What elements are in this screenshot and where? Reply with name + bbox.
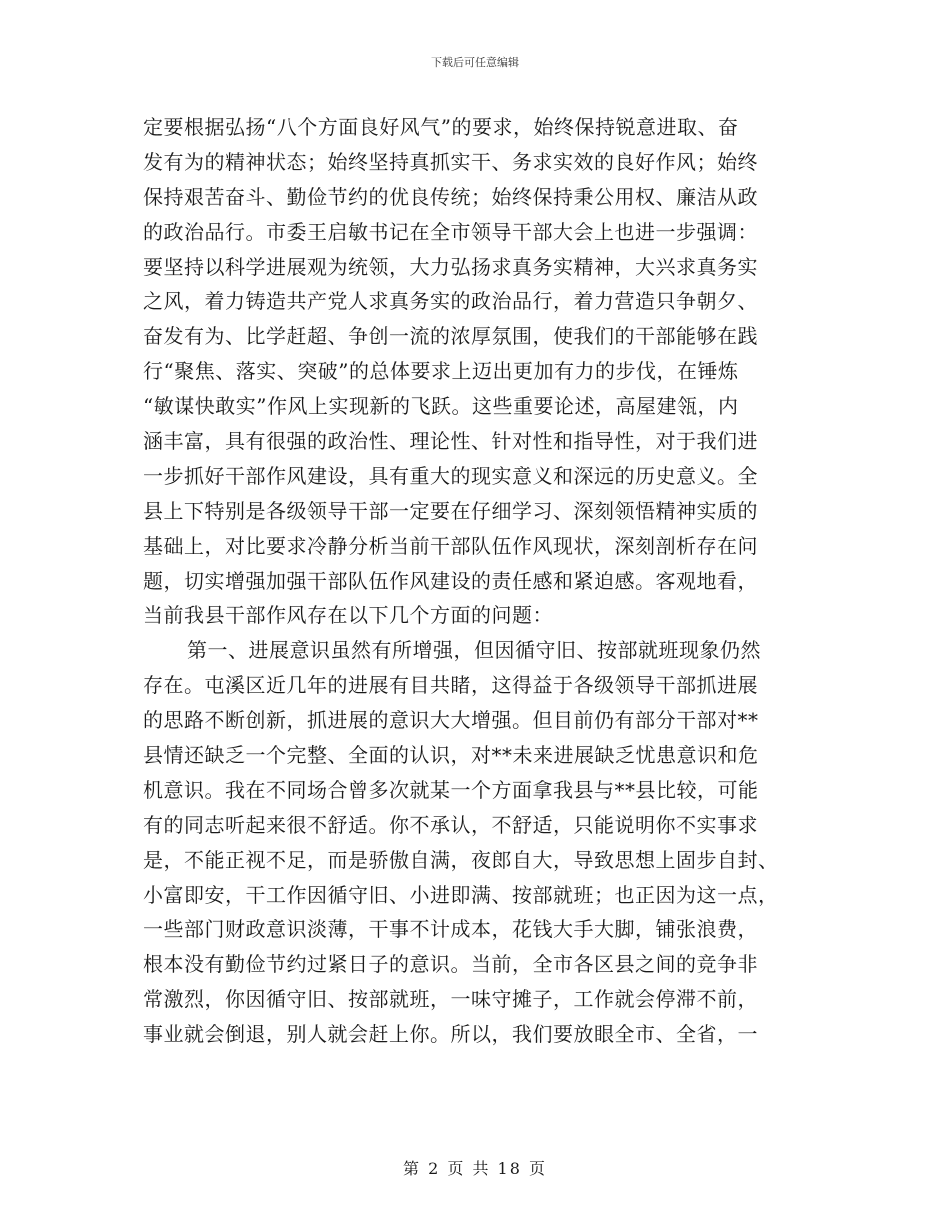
text-line: 当前我县干部作风存在以下几个方面的问题：	[143, 603, 553, 628]
text-line: 县上下特别是各级领导干部一定要在仔细学习、深刻领悟精神实质的	[143, 498, 758, 523]
text-line: 发有为的精神状态；始终坚持真抓实干、务求实效的良好作风；始终	[143, 149, 758, 174]
text-line: 奋发有为、比学赶超、争创一流的浓厚氛围，使我们的干部能够在践	[143, 324, 758, 349]
text-line: “敏谋快敢实”作风上实现新的飞跃。这些重要论述，高屋建瓴，内	[143, 394, 739, 419]
text-line: 的政治品行。市委王启敏书记在全市领导干部大会上也进一步强调：	[143, 219, 758, 244]
text-line: 行“聚焦、落实、突破”的总体要求上迈出更加有力的步伐，在锤炼	[143, 359, 739, 384]
text-line: 是，不能正视不足，而是骄傲自满，夜郎自大，导致思想上固步自封、	[143, 847, 779, 872]
text-line: 的思路不断创新，抓进展的意识大大增强。但目前仍有部分干部对**	[143, 708, 759, 733]
paragraph-start-line: 第一、进展意识虽然有所增强，但因循守旧、按部就班现象仍然	[187, 638, 761, 663]
text-line: 之风，着力铸造共产党人求真务实的政治品行，着力营造只争朝夕、	[143, 289, 758, 314]
text-line: 一步抓好干部作风建设，具有重大的现实意义和深远的历史意义。全	[143, 463, 758, 488]
page-number-footer: 第 2 页 共 18 页	[403, 1159, 547, 1178]
text-line: 存在。屯溪区近几年的进展有目共睹，这得益于各级领导干部抓进展	[143, 673, 758, 698]
text-line: 涵丰富，具有很强的政治性、理论性、针对性和指导性，对于我们进	[143, 429, 758, 454]
text-line: 一些部门财政意识淡薄，干事不计成本，花钱大手大脚，铺张浪费，	[143, 917, 758, 942]
text-line: 县情还缺乏一个完整、全面的认识，对**未来进展缺乏忧患意识和危	[143, 743, 759, 768]
text-line: 定要根据弘扬“八个方面良好风气”的要求，始终保持锐意进取、奋	[143, 115, 739, 139]
text-line: 常激烈，你因循守旧、按部就班，一味守摊子，工作就会停滞不前，	[143, 987, 758, 1012]
text-line: 保持艰苦奋斗、勤俭节约的优良传统；始终保持秉公用权、廉洁从政	[143, 184, 758, 209]
text-line: 基础上，对比要求冷静分析当前干部队伍作风现状，深刻剖析存在问	[143, 533, 758, 558]
text-line: 有的同志听起来很不舒适。你不承认，不舒适，只能说明你不实事求	[143, 812, 758, 837]
text-line: 机意识。我在不同场合曾多次就某一个方面拿我县与**县比较，可能	[143, 777, 759, 802]
text-line: 事业就会倒退，别人就会赶上你。所以，我们要放眼全市、全省，一	[143, 1022, 758, 1047]
text-line: 小富即安，干工作因循守旧、小进即满、按部就班；也正因为这一点，	[143, 882, 779, 907]
header-note: 下载后可任意编辑	[431, 56, 519, 69]
text-line: 题，切实增强加强干部队伍作风建设的责任感和紧迫感。客观地看，	[143, 568, 758, 593]
text-line: 根本没有勤俭节约过紧日子的意识。当前，全市各区县之间的竞争非	[143, 952, 758, 977]
text-line: 要坚持以科学进展观为统领，大力弘扬求真务实精神，大兴求真务实	[143, 254, 758, 279]
document-body	[143, 110, 813, 1052]
